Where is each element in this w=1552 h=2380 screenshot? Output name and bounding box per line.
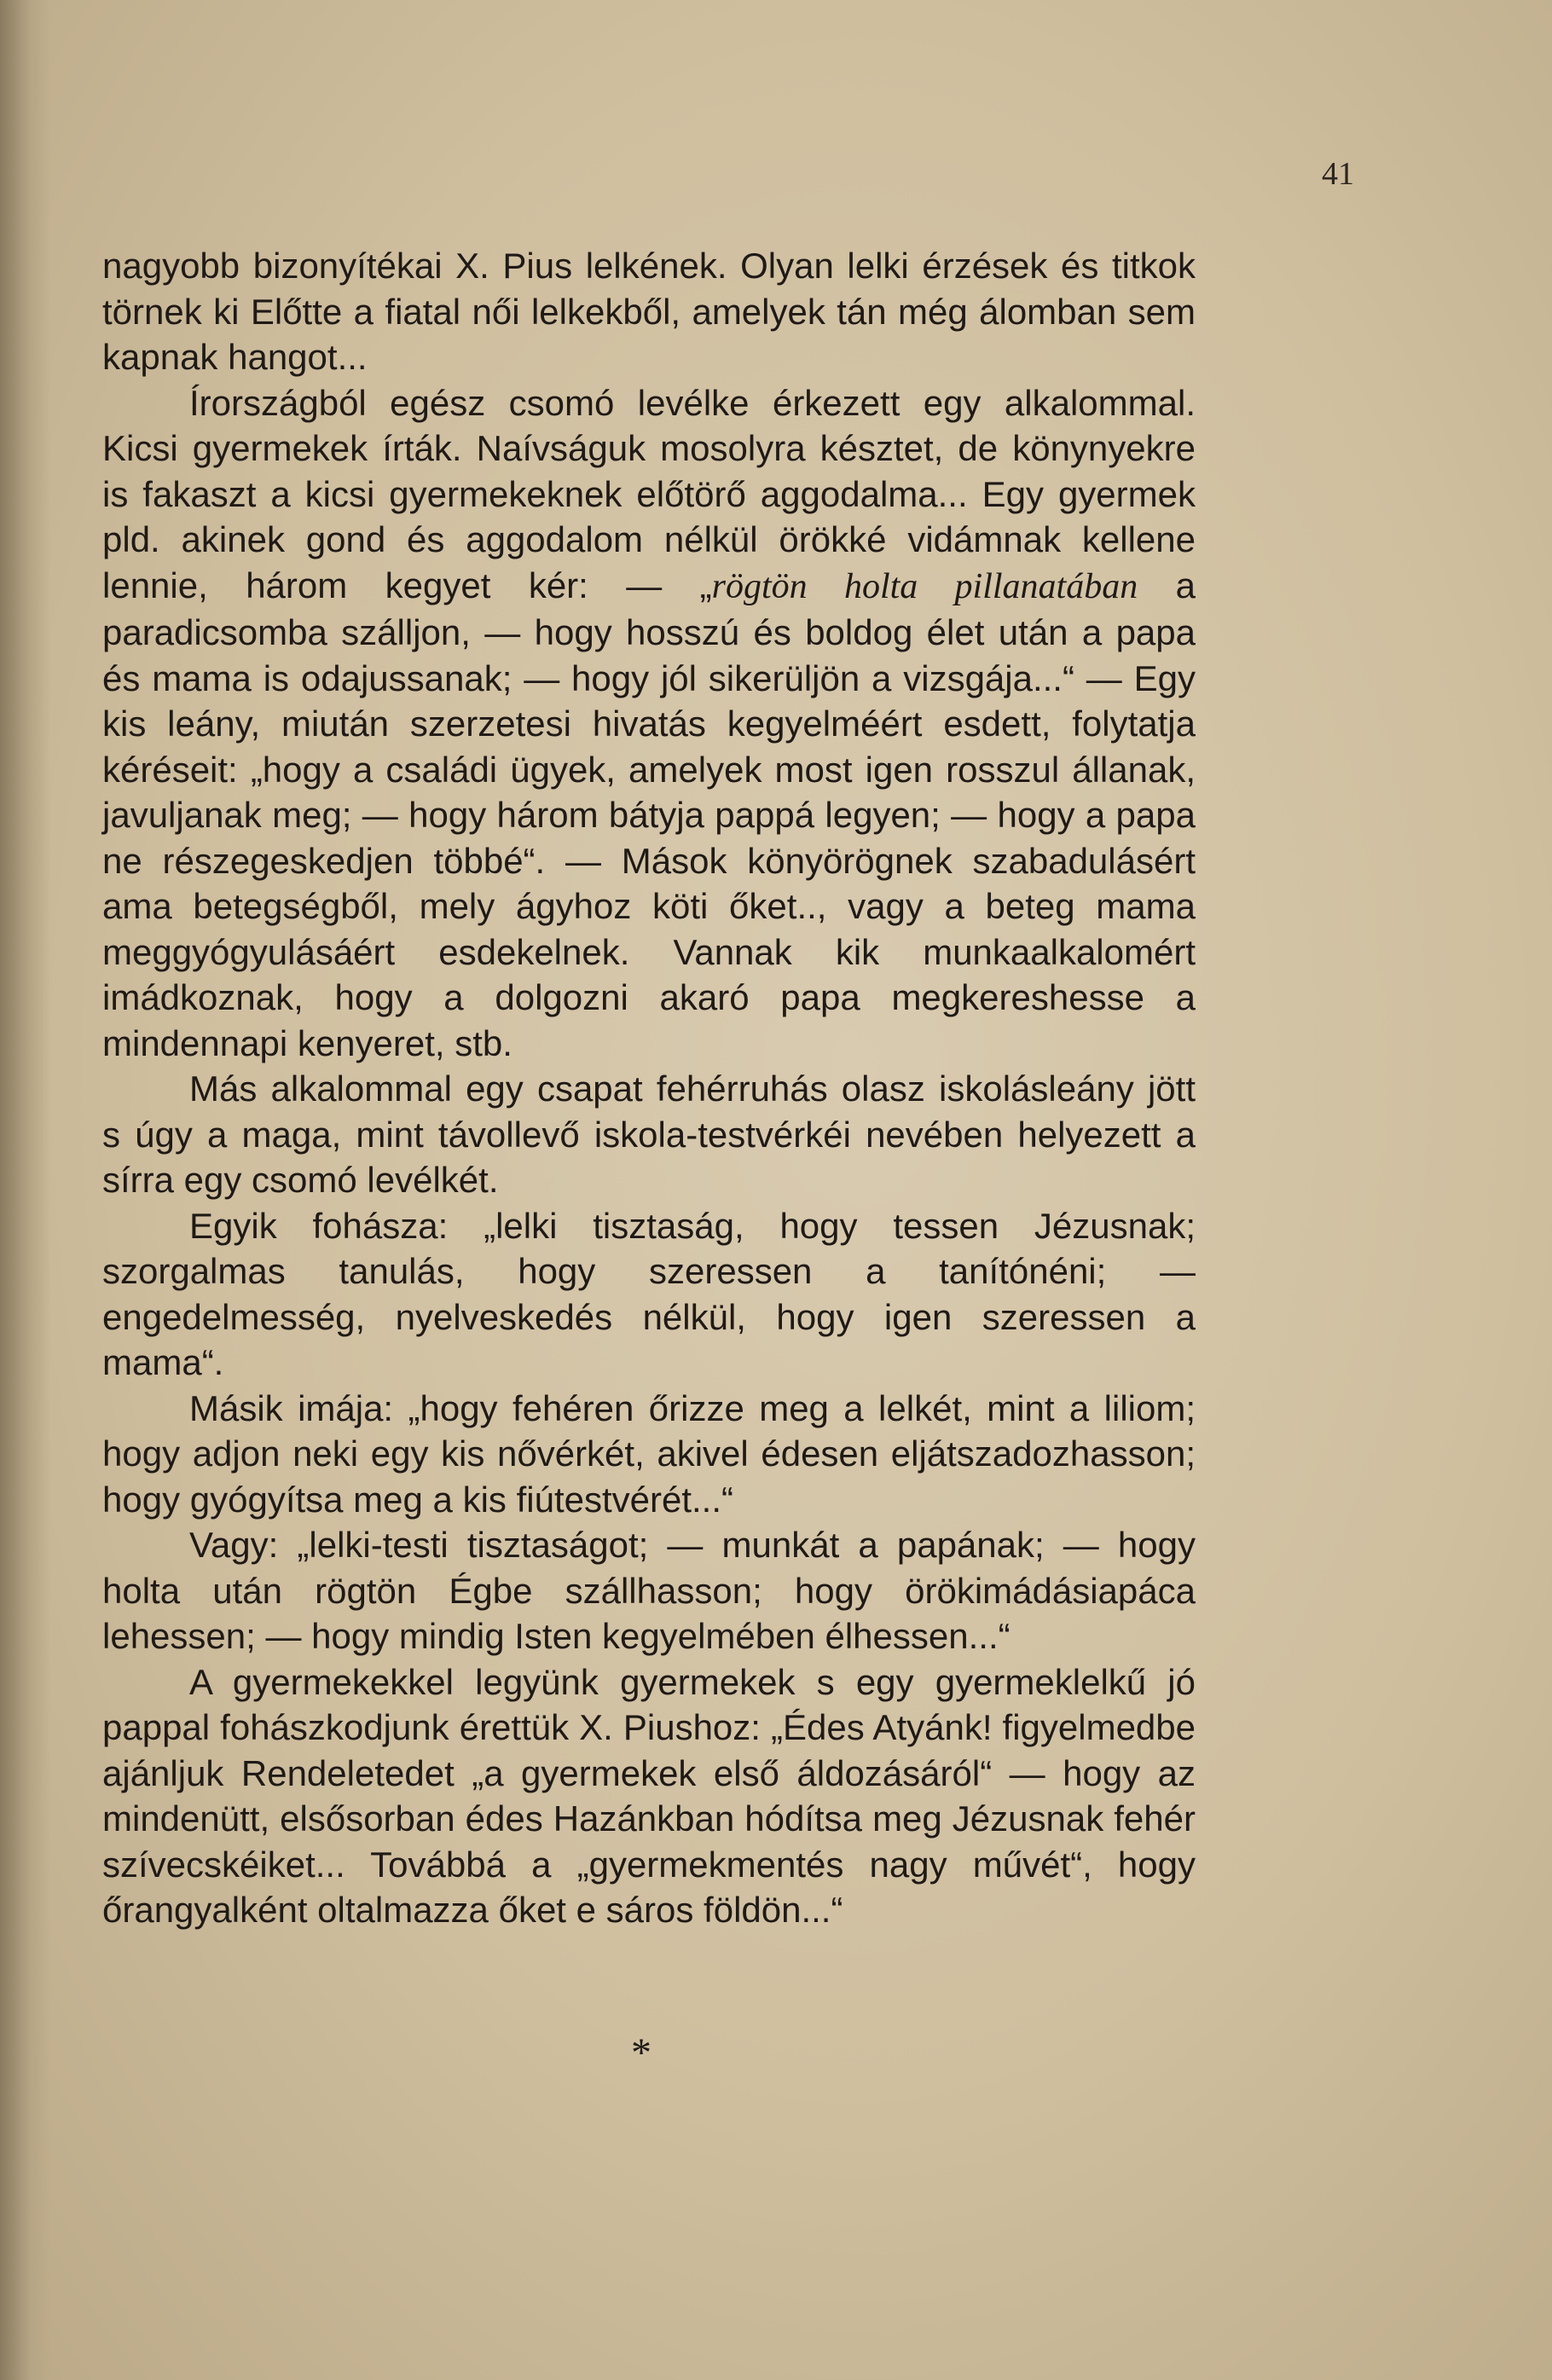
paragraph-text: Más alkalommal egy csapat fehérruhás olasz iskolásleány jött s úgy a maga, mint távollevő iskola-testvérkéi nevében helyezett a sírra egy csomó levélkét. — [102, 1068, 1196, 1200]
paragraph-text: Egyik fohásza: „lelki tisztaság, hogy tessen Jézusnak; szorgalmas tanulás, hogy szeressen a tanítónéni; — engedelmesség, nyelveskedés nélkül, hogy igen szeressen a mama“. — [102, 1205, 1196, 1382]
paragraph-text: Vagy: „lelki-testi tisztaságot; — munkát a papának; — hogy holta után rögtön Égbe szállhasson; hogy örökimádásiapáca lehessen; — hogy mindig Isten kegyelmében élhessen...“ — [102, 1525, 1196, 1656]
body-text — [102, 243, 1196, 1933]
paragraph — [102, 1203, 1196, 1386]
paragraph — [102, 1386, 1196, 1523]
paragraph-text: Írországból egész csomó levélke érkezett egy alkalommal. Kicsi gyermekek írták. Naívságuk mosolyra késztet, de könynyekre is fakaszt a kicsi gyermekeknek előtörő aggodalma... Egy gyermek pld. akinek gond és aggodalom nélkül örökké vidámnak kellene lennie, három kegyet kér: — „ — [102, 382, 1196, 605]
paragraph — [102, 1659, 1196, 1933]
paragraph-text: A gyermekekkel legyünk gyermekek s egy gyermeklelkű jó pappal fohászkodjunk érettük X. Piushoz: „Édes Atyánk! figyelmedbe ajánljuk Rendeletedet „a gyermekek első áldozásáról“ — hogy az mindenütt, elsősorban édes Hazánkban hódítsa meg Jézusnak fehér szívecskéiket... Továbbá a „gyermekmentés nagy művét“, hogy őrangyalként oltalmazza őket e sáros földön...“ — [102, 1661, 1196, 1930]
paragraph-text: a paradicsomba szálljon, — hogy hosszú és boldog élet után a papa és mama is odajussanak; — hogy jól sikerüljön a vizsgája...“ — Egy kis leány, miután szerzetesi hivatás kegyelméért esdett, folytatja kéréseit: „hogy a családi ügyek, amelyek most igen rosszul állanak, javuljanak meg; — hogy három bátyja pappá legyen; — hogy a papa ne részegeskedjen többé“. — Mások könyörögnek szabadulásért ama betegségből, mely ágyhoz köti őket.., vagy a beteg mama meggyógyulásáért esdekelnek. Vannak kik munkaalkalomért imádkoznak, hogy a dolgozni akaró papa megkereshesse a mindennapi kenyeret, stb. — [102, 565, 1196, 1063]
section-separator: * — [631, 2030, 651, 2076]
page-number: 41 — [1322, 156, 1354, 192]
paragraph — [102, 1522, 1196, 1659]
italic-phrase: rögtön holta pillanatában — [711, 566, 1138, 606]
paragraph — [102, 1066, 1196, 1203]
binding-shadow — [0, 0, 51, 2380]
paragraph-text: nagyobb bizonyítékai X. Pius lelkének. Olyan lelki érzések és titkok törnek ki Előtte a fiatal női lelkekből, amelyek tán még álomban sem kapnak hangot... — [102, 246, 1196, 377]
paragraph — [102, 243, 1196, 380]
paragraph — [102, 380, 1196, 1067]
paragraph-text: Másik imája: „hogy fehéren őrizze meg a lelkét, mint a liliom; hogy adjon neki egy kis nővérkét, akivel édesen eljátszadozhasson; hogy gyógyítsa meg a kis fiútestvérét...“ — [102, 1387, 1196, 1520]
